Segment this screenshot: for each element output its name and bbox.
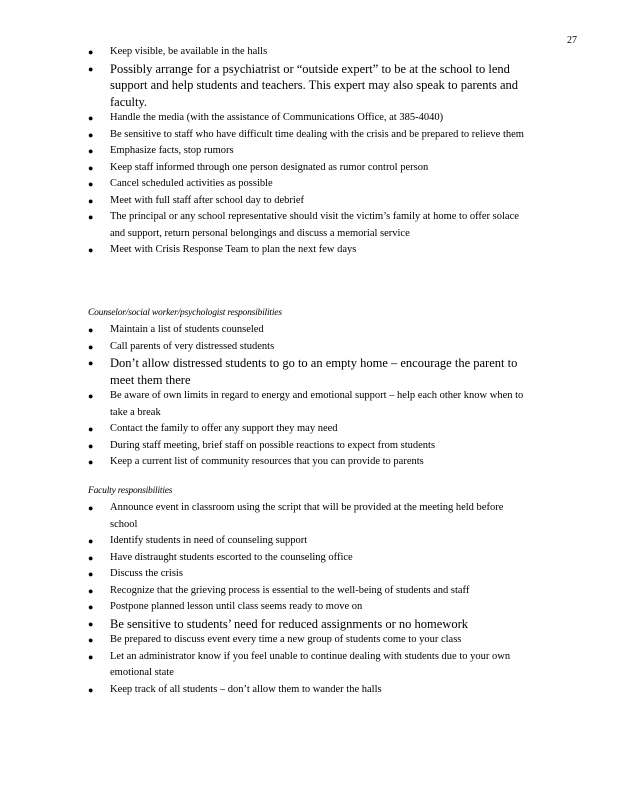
bullet-icon: ● (88, 358, 94, 368)
bullet-icon: ● (88, 651, 94, 662)
list-item (88, 616, 528, 633)
list-item-text: Discuss the crisis (110, 568, 183, 579)
bullet-icon: ● (88, 457, 94, 467)
list-item-text: Emphasize facts, stop rumors (110, 145, 234, 156)
list-item-text: Keep a current list of community resources that you can provide to parents (110, 456, 424, 467)
bullet-icon: ● (88, 585, 94, 596)
bullet-icon: ● (88, 179, 94, 189)
list-item (88, 209, 528, 242)
list-item (88, 682, 528, 699)
list-item-text: Call parents of very distressed students (110, 340, 275, 352)
list-item (88, 500, 528, 533)
list-item (88, 566, 528, 583)
bullet-icon: ● (88, 47, 94, 57)
bullet-icon: ● (88, 635, 94, 645)
list-item-text: Keep track of all students – don’t allow them to wander the halls (110, 683, 382, 695)
list-item (88, 583, 528, 600)
list-item-text: Be aware of own limits in regard to energy and emotional support – help each other know when to take a break (110, 390, 524, 418)
list-item-text: Identify students in need of counseling support (110, 535, 308, 546)
list-item (88, 176, 528, 193)
list-item-text: Keep visible, be available in the halls (110, 46, 268, 57)
bullet-icon: ● (88, 440, 94, 451)
list-item-text: Contact the family to offer any support they may need (110, 423, 338, 434)
list-item-text: During staff meeting, brief staff on possible reactions to expect from students (110, 439, 436, 451)
bullet-icon: ● (88, 684, 94, 695)
administrator-responsibilities-list (88, 44, 528, 259)
list-item (88, 533, 528, 550)
list-item-text: Maintain a list of students counseled (110, 324, 264, 335)
list-item (88, 322, 528, 339)
list-item-text: Be sensitive to students’ need for reduced assignments or no homework (110, 616, 469, 631)
list-item-text: Have distraught students escorted to the counseling office (110, 551, 353, 563)
list-item (88, 438, 528, 455)
list-item-text: Possibly arrange for a psychiatrist or “outside expert” to be at the school to lend support and help students and teachers. This expert may also speak to parents and faculty. (110, 61, 518, 109)
bullet-icon: ● (88, 391, 94, 401)
list-item-text: Meet with Crisis Response Team to plan the next few days (110, 244, 357, 255)
bullet-icon: ● (88, 424, 94, 434)
list-item-text: Announce event in classroom using the script that will be provided at the meeting held before school (110, 502, 504, 530)
list-item (88, 110, 528, 127)
bullet-icon: ● (88, 162, 94, 173)
list-item-text: Keep staff informed through one person designated as rumor control person (110, 161, 429, 173)
bullet-icon: ● (88, 63, 94, 74)
list-item (88, 632, 528, 649)
bullet-icon: ● (88, 569, 94, 579)
counselor-responsibilities-list (88, 322, 528, 471)
faculty-responsibilities-list (88, 500, 528, 698)
list-item (88, 143, 528, 160)
list-item (88, 242, 528, 259)
list-item-text: Postpone planned lesson until class seems ready to move on (110, 601, 363, 612)
counselor-heading: Counselor/social worker/psychologist responsibilities (88, 308, 282, 318)
bullet-icon: ● (88, 146, 94, 156)
list-item-text: Recognize that the grieving process is essential to the well-being of students and staff (110, 584, 470, 596)
bullet-icon: ● (88, 195, 94, 206)
faculty-section (88, 483, 528, 698)
list-item-text: Be sensitive to staff who have difficult time dealing with the crisis and be prepared to relieve them (110, 128, 524, 140)
counselor-section (88, 305, 528, 471)
list-item (88, 454, 528, 471)
bullet-icon: ● (88, 503, 94, 513)
list-item (88, 193, 528, 210)
list-item-text: Don’t allow distressed students to go to an empty home – encourage the parent to meet them there (110, 356, 518, 387)
list-item (88, 355, 528, 388)
list-item-text: Let an administrator know if you feel unable to continue dealing with students due to your own emotional state (110, 650, 511, 678)
bullet-icon: ● (88, 129, 94, 140)
bullet-icon: ● (88, 552, 94, 563)
bullet-icon: ● (88, 536, 94, 546)
list-item (88, 127, 528, 144)
bullet-icon: ● (88, 341, 94, 352)
list-item (88, 550, 528, 567)
list-item (88, 599, 528, 616)
bullet-icon: ● (88, 212, 94, 222)
list-item (88, 421, 528, 438)
bullet-icon: ● (88, 618, 94, 629)
bullet-icon: ● (88, 325, 94, 335)
list-item-text: Be prepared to discuss event every time a new group of students come to your class (110, 634, 462, 645)
bullet-icon: ● (88, 245, 94, 255)
list-item (88, 339, 528, 356)
bullet-icon: ● (88, 113, 94, 123)
list-item-text: Meet with full staff after school day to debrief (110, 194, 304, 206)
page-number: 27 (567, 35, 577, 46)
list-item-text: Cancel scheduled activities as possible (110, 178, 273, 189)
list-item (88, 44, 528, 61)
list-item (88, 160, 528, 177)
list-item (88, 388, 528, 421)
list-item (88, 61, 528, 111)
list-item-text: Handle the media (with the assistance of Communications Office, at 385-4040) (110, 112, 444, 123)
faculty-heading: Faculty responsibilities (88, 486, 173, 496)
administrator-list-section (88, 44, 528, 259)
bullet-icon: ● (88, 602, 94, 612)
list-item (88, 649, 528, 682)
list-item-text: The principal or any school representative should visit the victim’s family at home to offer solace and support, return personal belongings and discuss a memorial service (110, 211, 519, 239)
